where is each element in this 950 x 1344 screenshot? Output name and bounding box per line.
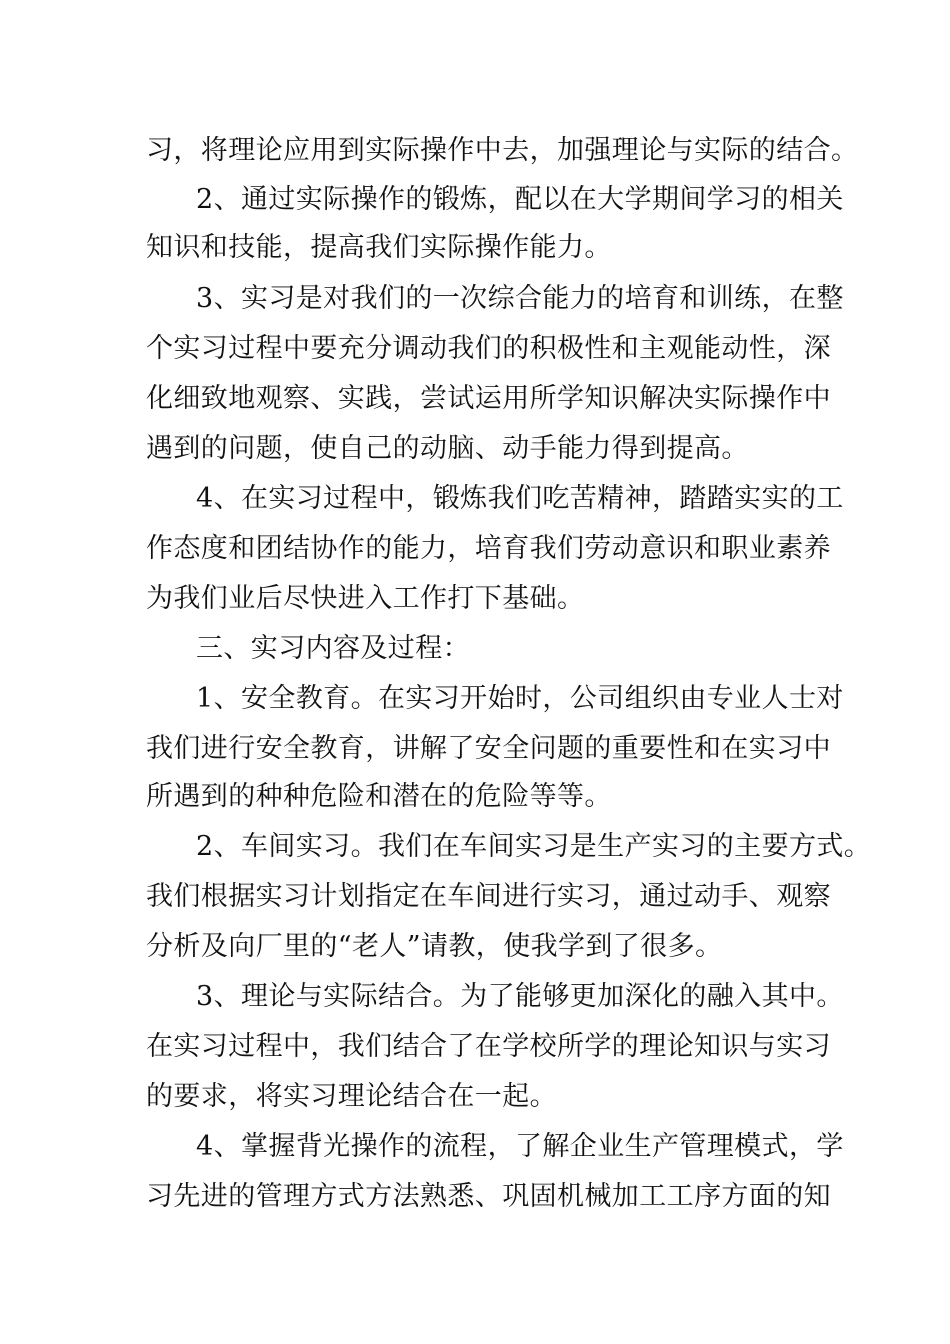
text-line: 2、通过实际操作的锻炼，配以在大学期间学习的相关 — [196, 184, 844, 215]
text-line: 4、掌握背光操作的流程，了解企业生产管理模式，学 — [196, 1131, 844, 1162]
text-line: 为我们业后尽快进入工作打下基础。 — [146, 583, 585, 614]
text-line: 的要求，将实习理论结合在一起。 — [146, 1081, 557, 1112]
text-line: 作态度和团结协作的能力，培育我们劳动意识和职业素养 — [146, 533, 831, 564]
text-line: 3、实习是对我们的一次综合能力的培育和训练，在整 — [196, 283, 844, 314]
text-line: 分析及向厂里的“老人”请教，使我学到了很多。 — [146, 931, 723, 962]
text-line: 知识和技能，提高我们实际操作能力。 — [146, 232, 612, 263]
text-line: 在实习过程中，我们结合了在学校所学的理论知识与实习 — [146, 1031, 831, 1062]
text-line: 个实习过程中要充分调动我们的积极性和主观能动性，深 — [146, 333, 831, 364]
text-line: 化细致地观察、实践，尝试运用所学知识解决实际操作中 — [146, 383, 831, 414]
text-line: 2、车间实习。我们在车间实习是生产实习的主要方式。 — [196, 831, 872, 862]
text-line: 我们根据实习计划指定在车间进行实习，通过动手、观察 — [146, 881, 831, 912]
section-heading: 三、实习内容及过程： — [196, 633, 470, 664]
text-line: 所遇到的种种危险和潜在的危险等等。 — [146, 781, 612, 812]
text-line: 习，将理论应用到实际操作中去，加强理论与实际的结合。 — [146, 135, 859, 166]
text-line: 习先进的管理方式方法熟悉、巩固机械加工工序方面的知 — [146, 1181, 831, 1212]
text-line: 遇到的问题，使自己的动脑、动手能力得到提高。 — [146, 433, 749, 464]
text-line: 3、理论与实际结合。为了能够更加深化的融入其中。 — [196, 981, 844, 1012]
text-line: 我们进行安全教育，讲解了安全问题的重要性和在实习中 — [146, 733, 831, 764]
text-line: 4、在实习过程中，锻炼我们吃苦精神，踏踏实实的工 — [196, 483, 844, 514]
text-line: 1、安全教育。在实习开始时，公司组织由专业人士对 — [196, 683, 844, 714]
